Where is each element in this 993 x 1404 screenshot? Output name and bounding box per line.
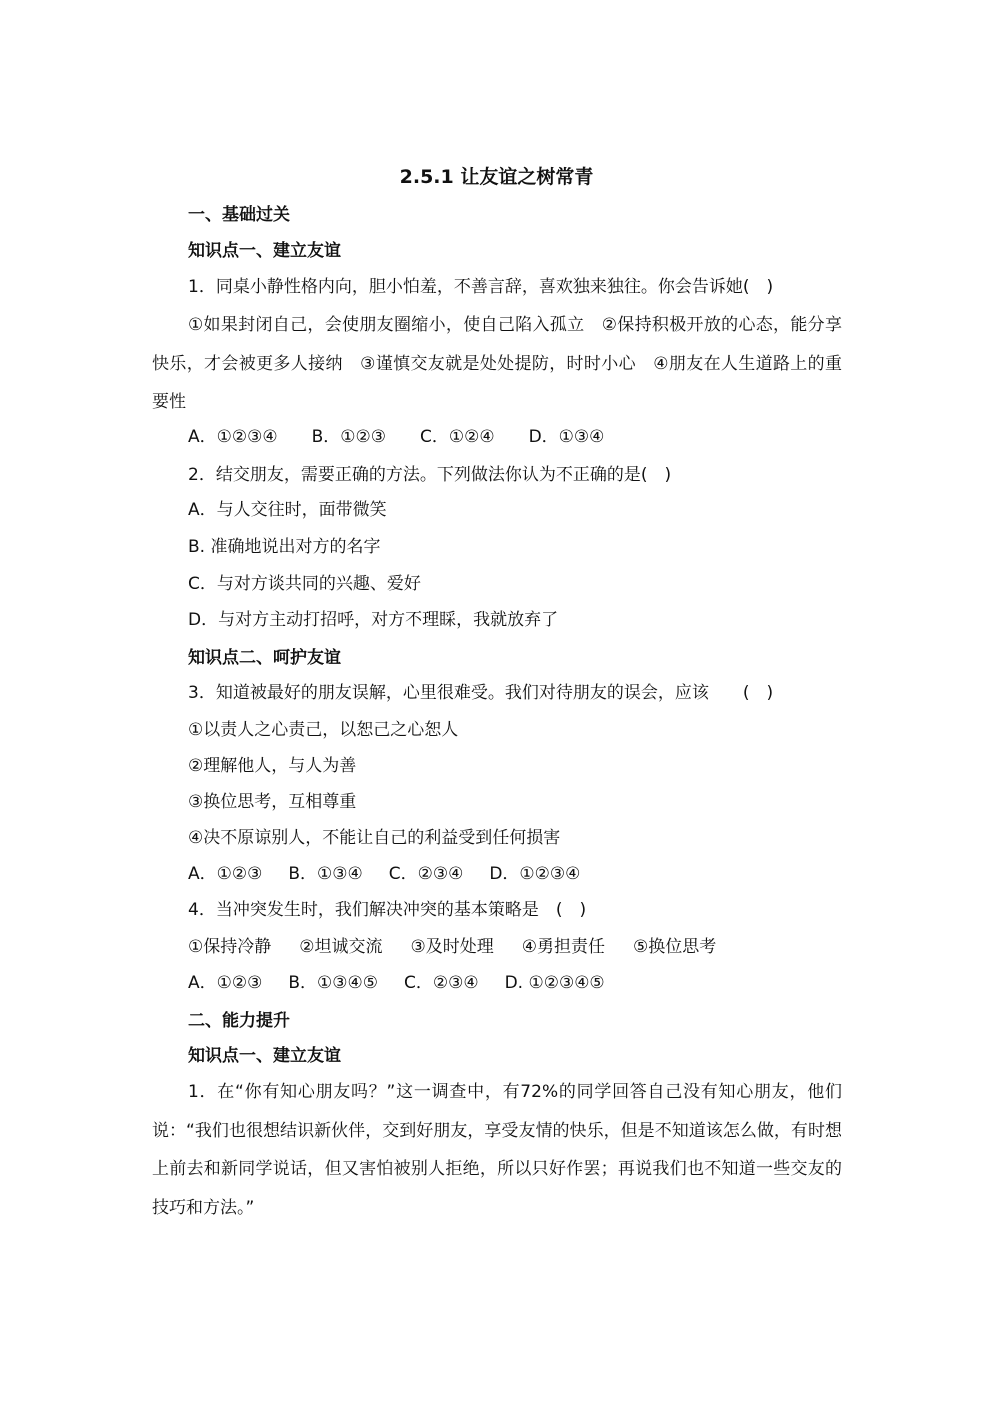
question-4-item: ④勇担责任	[521, 937, 605, 957]
option-c: C．①②④	[419, 427, 495, 447]
question-3-options	[188, 861, 606, 887]
option-a: A．①②③④	[188, 427, 278, 447]
advanced-question-1: 1．在“你有知心朋友吗？”这一调查中，有72%的同学回答自己没有知心朋友，他们说：“我们也很想结识新伙伴，交到好朋友，享受友情的快乐，但是不知道该怎么做，有时想上前去和新同学说话，但又害怕被别人拒绝，所以只好作罢；再说我们也不知道一些交友的技巧和方法。”	[152, 1082, 842, 1218]
option-d: D．①②③④	[489, 864, 581, 884]
question-2-option-c: C．与对方谈共同的兴趣、爱好	[188, 574, 421, 594]
question-2-option-b: B. 准确地说出对方的名字	[188, 537, 381, 557]
question-3-item: ②理解他人，与人为善	[188, 756, 357, 776]
question-2-option-d: D．与对方主动打招呼，对方不理睬，我就放弃了	[188, 610, 559, 630]
question-1-stem: 1．同桌小静性格内向，胆小怕羞，不善言辞，喜欢独来独往。你会告诉她( )	[188, 277, 774, 297]
knowledge-point-heading: 知识点二、呵护友谊	[188, 648, 341, 668]
option-c: C．②③④	[388, 864, 464, 884]
option-b: B．①③④⑤	[288, 973, 378, 993]
option-d: D．①③④	[528, 427, 605, 447]
question-4-item: ①保持冷静	[188, 937, 272, 957]
option-a: A．①②③	[188, 973, 263, 993]
option-b: B．①②③	[311, 427, 386, 447]
option-a: A．①②③	[188, 864, 263, 884]
question-3-item: ①以责人之心责己，以恕己之心恕人	[188, 720, 459, 740]
question-1-options	[188, 424, 638, 450]
question-2-stem: 2．结交朋友，需要正确的方法。下列做法你认为不正确的是( )	[188, 465, 672, 485]
question-4-stem: 4．当冲突发生时，我们解决冲突的基本策略是 ( )	[188, 900, 587, 920]
section-heading-advanced: 二、能力提升	[188, 1011, 290, 1031]
option-d: D. ①②③④⑤	[504, 973, 605, 993]
knowledge-point-heading: 知识点一、建立友谊	[188, 1046, 341, 1066]
question-4-item: ⑤换位思考	[633, 937, 717, 957]
option-c: C．②③④	[403, 973, 479, 993]
section-heading-basic: 一、基础过关	[188, 205, 290, 225]
question-1-items: ①如果封闭自己，会使朋友圈缩小，使自己陷入孤立 ②保持积极开放的心态，能分享快乐，才会被更多人接纳 ③谨慎交友就是处处提防，时时小心 ④朋友在人生道路上的重要性	[152, 315, 842, 412]
question-4-items	[188, 934, 744, 960]
page-title: 2.5.1 让友谊之树常青	[399, 166, 594, 188]
question-3-stem: 3．知道被最好的朋友误解，心里很难受。我们对待朋友的误会，应该 ( )	[188, 683, 774, 703]
option-b: B．①③④	[288, 864, 363, 884]
question-4-item: ③及时处理	[410, 937, 494, 957]
question-3-item: ④决不原谅别人，不能让自己的利益受到任何损害	[188, 828, 561, 848]
question-4-item: ②坦诚交流	[299, 937, 383, 957]
question-4-options	[188, 970, 631, 996]
question-2-option-a: A．与人交往时，面带微笑	[188, 500, 387, 520]
knowledge-point-heading: 知识点一、建立友谊	[188, 241, 341, 261]
question-3-item: ③换位思考，互相尊重	[188, 792, 357, 812]
